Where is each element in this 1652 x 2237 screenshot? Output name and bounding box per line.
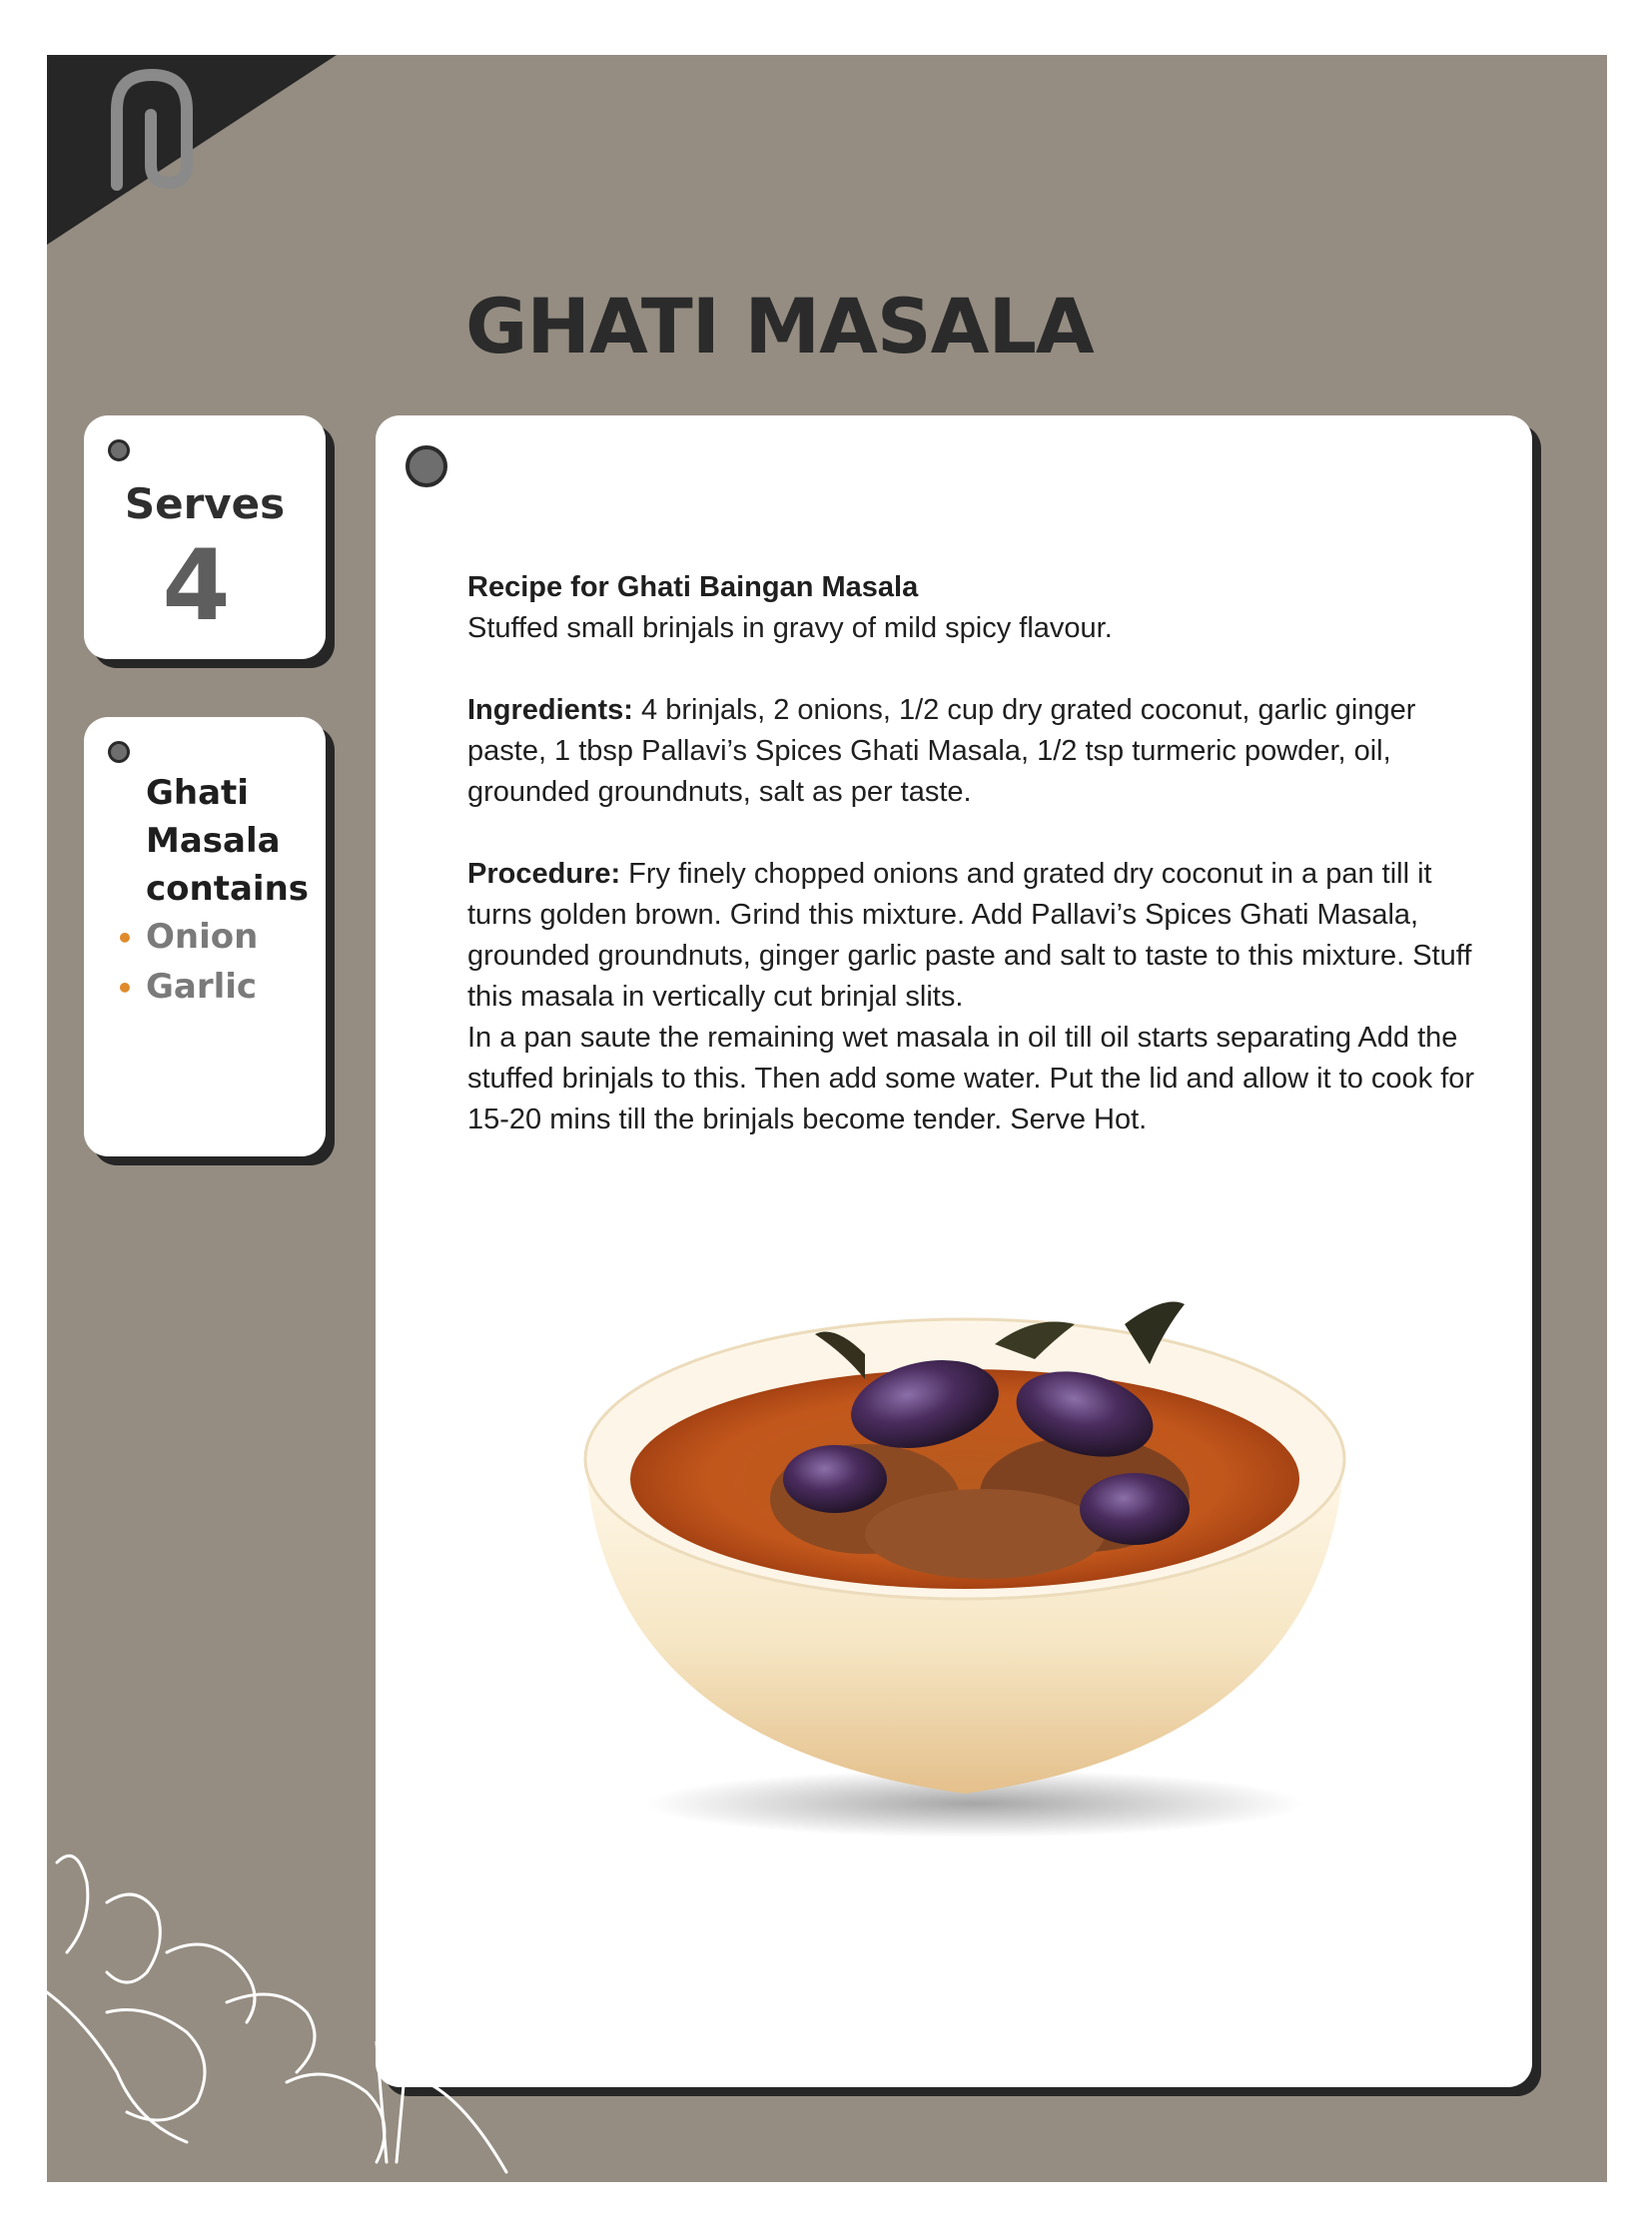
corner-tab [47,55,337,245]
ingredients-label: Ingredients: [467,694,633,726]
list-item [116,963,258,1013]
contains-item-label: Garlic [146,967,258,1007]
sketch-line [57,1856,88,1952]
recipe-card [376,415,1532,2087]
procedure-label: Procedure: [467,858,621,890]
contains-card [84,717,326,1156]
sketch-line [227,1994,315,2072]
procedure-text: Fry finely chopped onions and grated dry coconut in a pan till it turns golden brown. Grind this mixture. Add Pallavi’s Spices Ghati Masala, grounded groundnuts, ginger garlic paste and salt to taste to this mixture. Stuff this masala in vertically cut brinjal slits. [467,858,1472,1013]
ingredients-text: 4 brinjals, 2 onions, 1/2 cup dry grated coconut, garlic ginger paste, 1 tbsp Pallavi’s Spices Ghati Masala, 1/2 tsp turmeric powder, oil, grounded groundnuts, salt as per taste. [467,694,1416,808]
sketch-line [107,2010,205,2121]
village-sketch-illustration [47,1843,516,2182]
sketch-line [377,2042,407,2162]
contains-heading: Ghati Masala contains [146,773,310,909]
contains-list [116,913,258,1013]
recipe-heading: Recipe for Ghati Baingan Masala [467,571,919,603]
page-title: GHATI MASALA [465,282,1094,371]
procedure-paragraph [467,854,1476,1018]
serves-label: Serves [124,479,286,528]
sketch-line [287,2074,385,2162]
list-item [116,913,258,963]
contains-item-label: Onion [146,917,259,957]
sketch-line [167,1944,255,2022]
masala-chunk [865,1489,1105,1579]
bullet-icon: • [116,922,134,955]
recipe-description: Stuffed small brinjals in gravy of mild spicy flavour. [467,612,1113,644]
serves-card [84,415,326,659]
punch-hole-icon [108,439,130,461]
brinjal [783,1445,887,1513]
punch-hole-icon [406,445,447,487]
brinjal [1080,1473,1190,1545]
bullet-icon: • [116,972,134,1005]
sketch-line [107,1894,160,1982]
dish-photo [565,1284,1364,1844]
punch-hole-icon [108,741,130,763]
sketch-line [426,2082,506,2172]
recipe-body [467,567,1476,1140]
ingredients-paragraph [467,690,1476,813]
procedure-text-continued: In a pan saute the remaining wet masala in oil till oil starts separating Add the stuffed brinjals to this. Then add some water. Put the lid and allow it to cook for 15-20 mins till the brinjals become tender. Serve Hot. [467,1022,1475,1135]
serves-count: 4 [162,529,231,643]
